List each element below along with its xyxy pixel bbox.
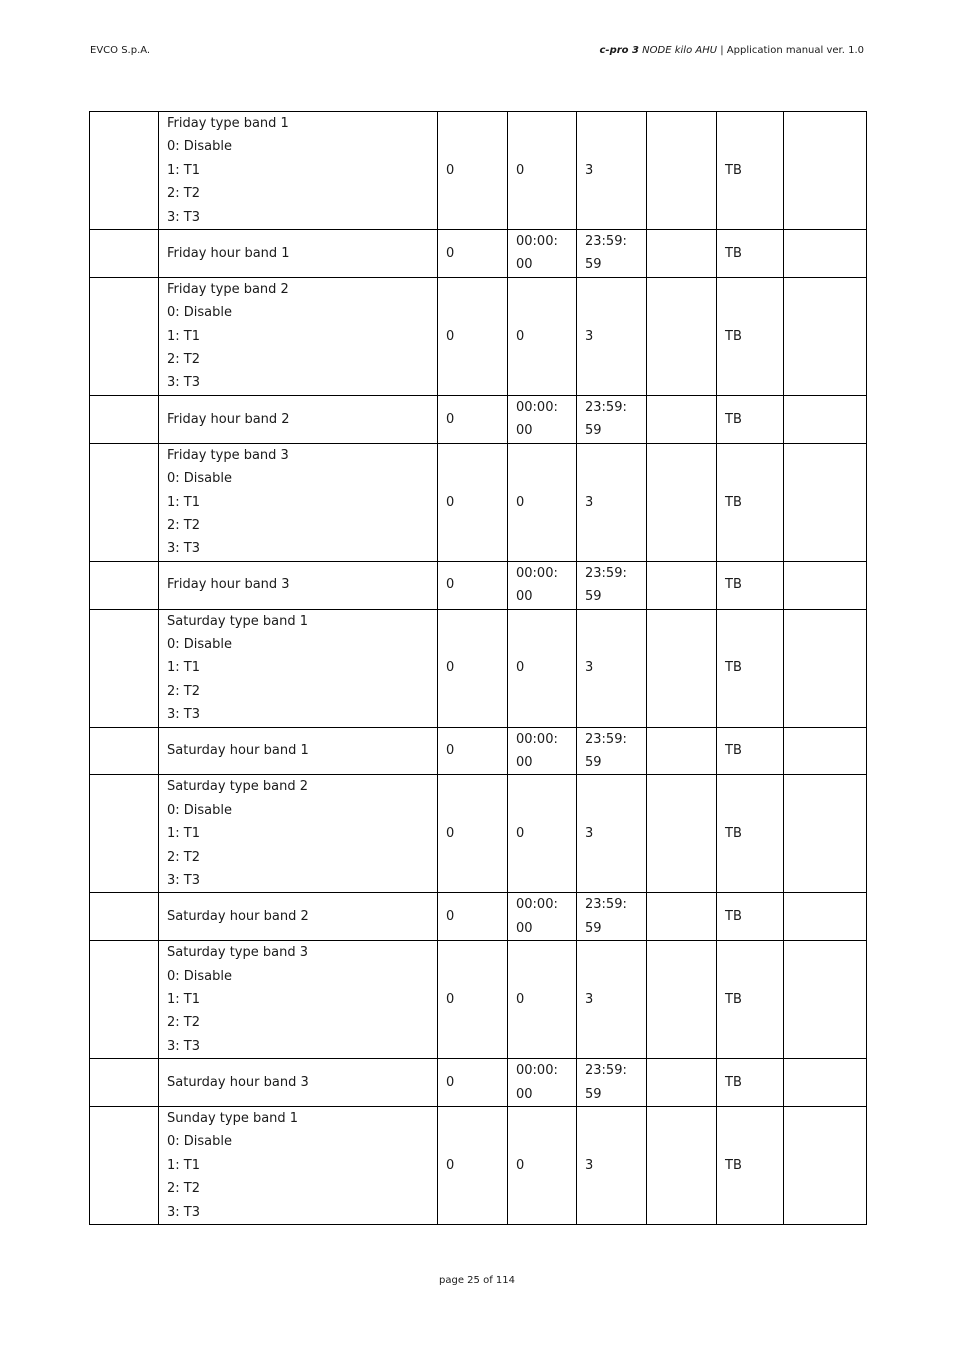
min-cell — [508, 395, 577, 443]
parameter-label: Friday hour band 3 — [167, 577, 290, 593]
unit-cell — [647, 395, 717, 443]
max-value-line: 59 — [585, 589, 602, 605]
option-item: 1: T1 — [167, 992, 200, 1008]
option-item: 1: T1 — [167, 1157, 200, 1173]
description-cell — [159, 230, 438, 278]
note-cell — [784, 277, 867, 395]
type-cell: TB — [717, 395, 784, 443]
table-body — [90, 112, 867, 1225]
type-cell: TB — [717, 1059, 784, 1107]
parameter-label: Sunday type band 1 — [167, 1111, 299, 1127]
type-cell: TB — [717, 230, 784, 278]
code-cell — [90, 112, 159, 230]
table-row — [90, 277, 867, 395]
table-row — [90, 395, 867, 443]
min-cell: 0 — [508, 609, 577, 727]
table-row — [90, 727, 867, 775]
max-value-line: 59 — [585, 1086, 602, 1102]
min-value-line: 00:00: — [516, 565, 558, 581]
option-item: 1: T1 — [167, 494, 200, 510]
note-cell — [784, 230, 867, 278]
min-cell — [508, 1059, 577, 1107]
parameter-label: Saturday type band 3 — [167, 945, 309, 961]
min-value-line: 00:00: — [516, 1063, 558, 1079]
note-cell — [784, 1059, 867, 1107]
note-cell — [784, 112, 867, 230]
note-cell — [784, 775, 867, 893]
parameter-label: Saturday hour band 1 — [167, 743, 309, 759]
min-cell: 0 — [508, 775, 577, 893]
company-name: EVCO S.p.A. — [90, 45, 151, 56]
description-cell — [159, 727, 438, 775]
min-value-line: 00 — [516, 920, 533, 936]
option-item: 2: T2 — [167, 186, 200, 202]
option-item: 2: T2 — [167, 849, 200, 865]
min-value-line: 00:00: — [516, 897, 558, 913]
option-item: 3: T3 — [167, 541, 200, 557]
option-item: 2: T2 — [167, 352, 200, 368]
table-row — [90, 1107, 867, 1225]
default-cell: 0 — [438, 941, 508, 1059]
parameter-label: Saturday type band 1 — [167, 613, 309, 629]
table-row — [90, 893, 867, 941]
option-item: 0: Disable — [167, 139, 233, 155]
description-cell — [159, 112, 438, 230]
option-item: 2: T2 — [167, 683, 200, 699]
default-cell: 0 — [438, 112, 508, 230]
description-cell — [159, 609, 438, 727]
code-cell — [90, 775, 159, 893]
page-number: page 25 of 114 — [439, 1275, 515, 1286]
unit-cell — [647, 1059, 717, 1107]
product-name: c-pro 3 — [599, 45, 639, 56]
table-row — [90, 112, 867, 230]
min-value-line: 00 — [516, 423, 533, 439]
table-row — [90, 1059, 867, 1107]
option-item: 3: T3 — [167, 873, 200, 888]
max-value-line: 23:59: — [585, 1063, 627, 1079]
unit-cell — [647, 727, 717, 775]
type-cell: TB — [717, 112, 784, 230]
code-cell — [90, 443, 159, 561]
max-cell — [577, 395, 647, 443]
max-value-line: 59 — [585, 423, 602, 439]
unit-cell — [647, 277, 717, 395]
option-item: 3: T3 — [167, 1038, 200, 1054]
parameter-label: Friday hour band 2 — [167, 411, 290, 427]
min-cell: 0 — [508, 1107, 577, 1225]
max-cell — [577, 561, 647, 609]
min-cell: 0 — [508, 941, 577, 1059]
max-cell: 3 — [577, 941, 647, 1059]
code-cell — [90, 893, 159, 941]
min-value-line: 00 — [516, 754, 533, 770]
option-item: 2: T2 — [167, 517, 200, 533]
max-cell: 3 — [577, 112, 647, 230]
type-cell: TB — [717, 893, 784, 941]
default-cell: 0 — [438, 277, 508, 395]
type-cell: TB — [717, 775, 784, 893]
max-value-line: 23:59: — [585, 731, 627, 747]
min-value-line: 00:00: — [516, 731, 558, 747]
option-item: 3: T3 — [167, 375, 200, 391]
option-item: 3: T3 — [167, 209, 200, 225]
option-item: 1: T1 — [167, 162, 200, 178]
code-cell — [90, 395, 159, 443]
max-value-line: 23:59: — [585, 234, 627, 250]
parameter-label: Friday type band 1 — [167, 116, 289, 131]
min-value-line: 00 — [516, 589, 533, 605]
table-row — [90, 775, 867, 893]
option-item: 0: Disable — [167, 802, 233, 818]
type-cell: TB — [717, 561, 784, 609]
type-cell: TB — [717, 1107, 784, 1225]
default-cell: 0 — [438, 443, 508, 561]
max-value-line: 59 — [585, 754, 602, 770]
option-item: 0: Disable — [167, 305, 233, 321]
description-cell — [159, 1059, 438, 1107]
default-cell: 0 — [438, 230, 508, 278]
option-item: 3: T3 — [167, 707, 200, 723]
code-cell — [90, 1107, 159, 1225]
default-cell: 0 — [438, 775, 508, 893]
type-cell: TB — [717, 443, 784, 561]
parameters-table — [89, 111, 867, 1225]
code-cell — [90, 561, 159, 609]
table-row — [90, 561, 867, 609]
parameter-label: Saturday hour band 3 — [167, 1074, 309, 1090]
parameter-label: Saturday hour band 2 — [167, 909, 309, 925]
description-cell — [159, 395, 438, 443]
note-cell — [784, 1107, 867, 1225]
option-item: 0: Disable — [167, 471, 233, 487]
max-value-line: 59 — [585, 920, 602, 936]
min-value-line: 00 — [516, 1086, 533, 1102]
note-cell — [784, 609, 867, 727]
unit-cell — [647, 893, 717, 941]
option-item: 1: T1 — [167, 826, 200, 842]
table-row — [90, 941, 867, 1059]
min-cell — [508, 561, 577, 609]
max-cell — [577, 727, 647, 775]
unit-cell — [647, 112, 717, 230]
document-title — [600, 45, 865, 56]
unit-cell — [647, 775, 717, 893]
type-cell: TB — [717, 727, 784, 775]
note-cell — [784, 561, 867, 609]
default-cell: 0 — [438, 395, 508, 443]
table-row — [90, 443, 867, 561]
max-cell: 3 — [577, 775, 647, 893]
description-cell — [159, 775, 438, 893]
code-cell — [90, 727, 159, 775]
min-value-line: 00 — [516, 257, 533, 273]
max-value-line: 23:59: — [585, 565, 627, 581]
min-cell: 0 — [508, 443, 577, 561]
option-item: 0: Disable — [167, 1134, 233, 1150]
parameter-label: Saturday type band 2 — [167, 779, 309, 795]
code-cell — [90, 230, 159, 278]
option-item: 0: Disable — [167, 968, 233, 984]
description-cell — [159, 277, 438, 395]
type-cell: TB — [717, 941, 784, 1059]
min-cell — [508, 230, 577, 278]
option-item: 2: T2 — [167, 1181, 200, 1197]
max-cell — [577, 893, 647, 941]
note-cell — [784, 727, 867, 775]
product-model: NODE kilo AHU — [642, 45, 718, 56]
unit-cell — [647, 941, 717, 1059]
code-cell — [90, 609, 159, 727]
max-cell: 3 — [577, 443, 647, 561]
option-item: 0: Disable — [167, 636, 233, 652]
max-cell: 3 — [577, 609, 647, 727]
max-value-line: 23:59: — [585, 399, 627, 415]
max-value-line: 59 — [585, 257, 602, 273]
note-cell — [784, 893, 867, 941]
code-cell — [90, 1059, 159, 1107]
unit-cell — [647, 609, 717, 727]
option-item: 3: T3 — [167, 1204, 200, 1220]
table-row — [90, 230, 867, 278]
min-value-line: 00:00: — [516, 234, 558, 250]
max-cell — [577, 230, 647, 278]
min-cell: 0 — [508, 112, 577, 230]
default-cell: 0 — [438, 893, 508, 941]
description-cell — [159, 893, 438, 941]
min-cell — [508, 727, 577, 775]
default-cell: 0 — [438, 1059, 508, 1107]
option-item: 2: T2 — [167, 1015, 200, 1031]
max-value-line: 23:59: — [585, 897, 627, 913]
note-cell — [784, 941, 867, 1059]
default-cell: 0 — [438, 1107, 508, 1225]
min-cell — [508, 893, 577, 941]
unit-cell — [647, 1107, 717, 1225]
code-cell — [90, 941, 159, 1059]
description-cell — [159, 941, 438, 1059]
unit-cell — [647, 443, 717, 561]
unit-cell — [647, 561, 717, 609]
parameter-label: Friday hour band 1 — [167, 245, 290, 261]
description-cell — [159, 443, 438, 561]
option-item: 1: T1 — [167, 328, 200, 344]
default-cell: 0 — [438, 609, 508, 727]
max-cell: 3 — [577, 1107, 647, 1225]
default-cell: 0 — [438, 561, 508, 609]
description-cell — [159, 1107, 438, 1225]
option-item: 1: T1 — [167, 660, 200, 676]
unit-cell — [647, 230, 717, 278]
type-cell: TB — [717, 277, 784, 395]
min-cell: 0 — [508, 277, 577, 395]
note-cell — [784, 443, 867, 561]
max-cell: 3 — [577, 277, 647, 395]
parameter-label: Friday type band 3 — [167, 447, 289, 463]
parameter-label: Friday type band 2 — [167, 281, 289, 297]
table-row — [90, 609, 867, 727]
description-cell — [159, 561, 438, 609]
note-cell — [784, 395, 867, 443]
default-cell: 0 — [438, 727, 508, 775]
min-value-line: 00:00: — [516, 399, 558, 415]
code-cell — [90, 277, 159, 395]
max-cell — [577, 1059, 647, 1107]
type-cell: TB — [717, 609, 784, 727]
manual-version: | Application manual ver. 1.0 — [720, 45, 864, 56]
